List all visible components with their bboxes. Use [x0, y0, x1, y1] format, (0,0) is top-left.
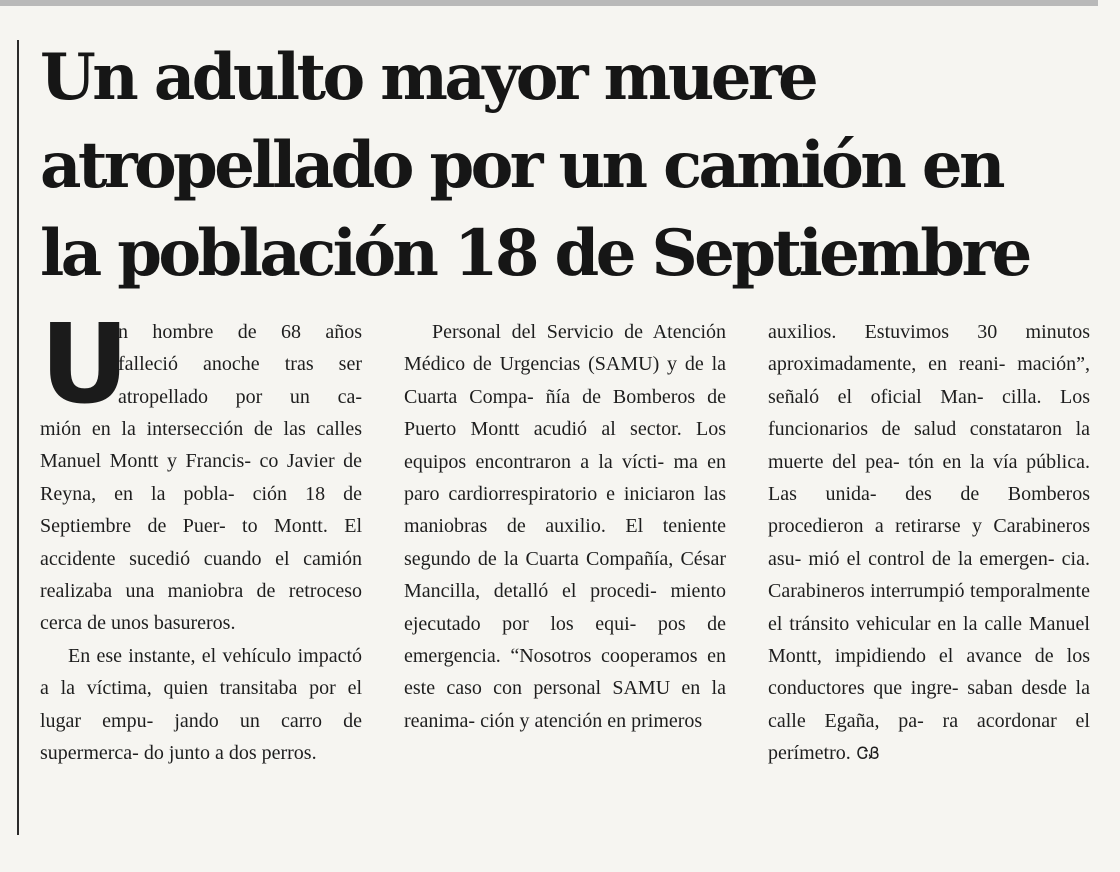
lead-line: n hombre de 68 años [118, 321, 362, 343]
top-rule [0, 0, 1098, 6]
article-column-2 [404, 316, 726, 737]
lead-lines [118, 316, 362, 413]
lead-line: atropellado por un ca- [118, 385, 362, 408]
body-paragraph: En ese instante, el vehículo impactó a la víctima, quien transitaba por el lugar empu- jando un carro de supermerca- do junto a dos perros. [40, 644, 362, 765]
headline-line: Un adulto mayor muere [40, 40, 816, 115]
article-column-3 [768, 316, 1090, 771]
lead-block [40, 300, 362, 428]
body-paragraph [768, 316, 1090, 771]
lead-line: falleció anoche tras ser [118, 353, 362, 376]
body-paragraph: Personal del Servicio de Atención Médico de Urgencias (SAMU) y de la Cuarta Compa- ñía de Bomberos de Puerto Montt acudió al sector. Los equipos encontraron a la vícti- ma en paro cardiorrespiratorio e iniciaron las maniobras de auxilio. El teniente segundo de la Cuarta Compañía, César Mancilla, detalló el procedi- miento ejecutado por los equi- pos de emergencia. “Nosotros cooperamos en este caso con personal SAMU en la reanima- ción y atención en primeros [404, 321, 726, 732]
headline-line: la población 18 de Septiembre [40, 216, 1029, 291]
body-text: auxilios. Estuvimos 30 minutos aproximadamente, en reani- mación”, señaló el oficial Man- cilla. Los funcionarios de salud constataron la muerte del pea- tón en la vía pública. Las unida- des de Bomberos procedieron a retirarse y Carabineros asu- mió el control de la emergen- cia. Carabineros interrumpió temporalmente el tránsito vehicular en la calle Manuel Montt, impidiendo el avance de los conductores que ingre- saban desde la calle Egaña, pa- ra acordonar el perímetro. [768, 321, 1090, 765]
body-paragraph: mión en la intersección de las calles Manuel Montt y Francis- co Javier de Reyna, en la pobla- ción 18 de Septiembre de Puer- to Montt. El accidente sucedió cuando el camión realizaba una maniobra de retroceso cerca de unos basureros. [40, 418, 362, 635]
end-of-article-mark: ᏣᏰ [856, 744, 880, 765]
article-column-1 [40, 300, 362, 769]
headline-line: atropellado por un camión en [40, 128, 1002, 203]
drop-cap: U [40, 300, 130, 428]
column-rule [17, 40, 19, 835]
headline [40, 34, 1100, 298]
